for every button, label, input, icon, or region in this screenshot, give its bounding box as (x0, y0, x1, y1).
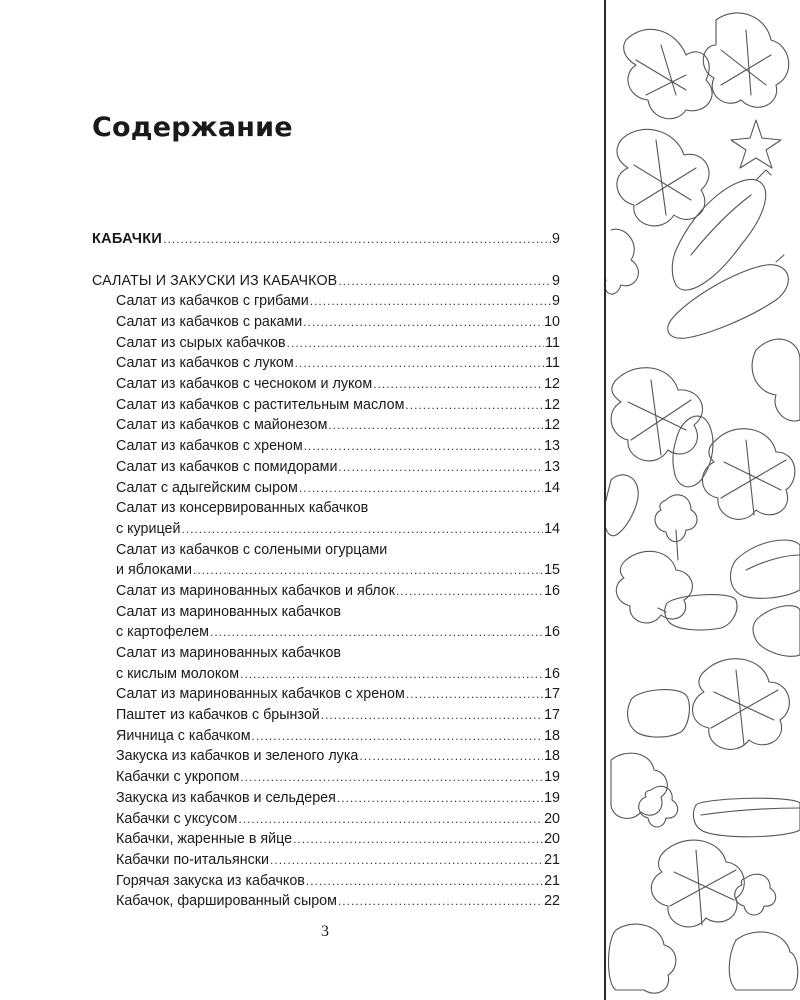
toc-entry-page: 15 (544, 562, 560, 579)
dot-leader (339, 457, 544, 478)
toc-entry[interactable] (92, 809, 560, 830)
toc-entry-title: Закуска из кабачков и сельдерея (116, 789, 336, 806)
toc-entry[interactable] (92, 747, 560, 768)
toc-entry[interactable] (92, 829, 560, 850)
toc-entries (92, 291, 560, 912)
toc-entry-title-line: Салат из кабачков с солеными огурцами (116, 541, 388, 558)
toc-entry-title-line: Салат из маринованных кабачков (116, 603, 342, 620)
toc-entry-title: и яблоками (116, 562, 193, 579)
table-of-contents (92, 229, 560, 912)
toc-entry-page: 20 (544, 810, 560, 827)
zucchini-icon (628, 690, 690, 738)
zucchini-icon (668, 255, 789, 338)
toc-entry[interactable] (92, 850, 560, 871)
toc-entry-page: 17 (544, 707, 560, 724)
toc-entry-title: Салат из кабачков с чесноком и луком (116, 376, 373, 393)
toc-entry-title: с кислым молоком (116, 665, 240, 682)
toc-entry-title: Салат из кабачков с хреном (116, 438, 303, 455)
toc-entry[interactable] (92, 767, 560, 788)
zucchini-leaf-icon (703, 13, 788, 107)
toc-entry[interactable] (92, 705, 560, 726)
dot-leader (181, 519, 543, 540)
toc-entry-title: Кабачок, фаршированный сыром (116, 893, 337, 910)
toc-entry[interactable] (92, 291, 560, 312)
dot-leader (405, 395, 543, 416)
zucchini-flower-icon (639, 786, 678, 827)
toc-entry-title: Салат с адыгейским сыром (116, 479, 298, 496)
zucchini-leaf-icon (611, 368, 702, 461)
dot-leader (396, 581, 543, 602)
dot-leader (338, 891, 543, 912)
zucchini-icon (753, 606, 800, 657)
toc-entry-title: Кабачки с уксусом (116, 810, 238, 827)
zucchini-flower-icon (606, 229, 638, 294)
toc-entry-page: 17 (544, 686, 560, 703)
toc-entry-title: Паштет из кабачков с брынзой (116, 707, 320, 724)
toc-entry-title: Салат из кабачков с майонезом (116, 417, 328, 434)
toc-entry-title: Закуска из кабачков и зеленого лука (116, 748, 359, 765)
zucchini-leaf-icon (651, 840, 744, 927)
toc-entry-title: с картофелем (116, 624, 209, 641)
dot-leader (306, 871, 543, 892)
toc-entry-title: Кабачки с укропом (116, 769, 240, 786)
dot-leader (338, 271, 551, 292)
toc-entry[interactable] (92, 457, 560, 478)
dot-leader (240, 664, 543, 685)
toc-entry-title: Яичница с кабачком (116, 727, 251, 744)
toc-entry-page: 12 (544, 376, 560, 393)
dot-leader (287, 333, 545, 354)
toc-category[interactable] (92, 271, 560, 292)
dot-leader (293, 829, 543, 850)
toc-entry[interactable] (92, 519, 560, 540)
toc-entry[interactable] (92, 726, 560, 747)
dot-leader (359, 746, 543, 767)
dot-leader (328, 415, 543, 436)
toc-entry-title: Кабачки по-итальянски (116, 851, 270, 868)
toc-entry-page: 21 (544, 872, 560, 889)
toc-entry-page: 14 (544, 520, 560, 537)
toc-entry-page: 14 (544, 479, 560, 496)
toc-entry[interactable] (92, 416, 560, 437)
zucchini-leaf-icon (609, 924, 676, 993)
dot-leader (310, 291, 551, 312)
toc-entry[interactable] (92, 788, 560, 809)
toc-entry-page: 21 (544, 851, 560, 868)
toc-entry-title: Горячая закуска из кабачков (116, 872, 305, 889)
toc-entry-page: 16 (544, 624, 560, 641)
toc-entry-title-line: Салат из маринованных кабачков (116, 645, 342, 662)
dot-leader (252, 726, 544, 747)
toc-entry-title: Салат из кабачков с растительным маслом (116, 396, 405, 413)
dot-leader (373, 374, 543, 395)
toc-entry-title-line: Салат из консервированных кабачков (116, 500, 369, 517)
dot-leader (304, 436, 543, 457)
toc-entry-title: с курицей (116, 520, 181, 537)
zucchini-leaf-icon (702, 429, 794, 520)
toc-entry-page: 16 (544, 665, 560, 682)
toc-entry-page: 13 (544, 438, 560, 455)
toc-entry-title: Салат из маринованных кабачков и яблок (116, 582, 395, 599)
zucchini-leaf-icon (729, 932, 798, 990)
zucchini-icon (731, 540, 800, 598)
toc-category-page: 9 (552, 272, 560, 289)
toc-entry-title: Салат из маринованных кабачков с хреном (116, 686, 405, 703)
toc-entry[interactable] (92, 353, 560, 374)
toc-entry[interactable] (92, 312, 560, 333)
toc-entry[interactable] (92, 395, 560, 416)
dot-leader (321, 705, 543, 726)
toc-category-title: САЛАТЫ И ЗАКУСКИ ИЗ КАБАЧКОВ (92, 272, 338, 289)
dot-leader (270, 850, 543, 871)
zucchini-icon (658, 595, 737, 630)
toc-section-title: КАБАЧКИ (92, 230, 163, 247)
toc-entry-page: 20 (544, 831, 560, 848)
dot-leader (299, 478, 543, 499)
starfish-icon (731, 120, 781, 168)
toc-entry[interactable] (92, 871, 560, 892)
toc-entry[interactable] (92, 581, 560, 602)
dot-leader (240, 767, 543, 788)
toc-entry-page: 9 (552, 293, 560, 310)
toc-entry-page: 18 (544, 727, 560, 744)
toc-entry-page: 19 (544, 769, 560, 786)
dot-leader (406, 684, 543, 705)
dot-leader (337, 788, 543, 809)
toc-entry-page: 11 (545, 334, 560, 351)
toc-entry[interactable] (92, 684, 560, 705)
toc-entry-page: 12 (544, 417, 560, 434)
toc-entry-page: 11 (545, 355, 560, 372)
toc-entry-page: 18 (544, 748, 560, 765)
toc-entry[interactable] (92, 436, 560, 457)
page-title: Содержание (92, 112, 293, 143)
dot-leader (163, 229, 551, 250)
toc-entry-page: 10 (544, 314, 560, 331)
dot-leader (193, 560, 543, 581)
toc-entry-title: Кабачки, жаренные в яйце (116, 831, 293, 848)
toc-entry-title: Салат из кабачков с помидорами (116, 458, 338, 475)
toc-entry[interactable] (92, 891, 560, 912)
zucchini-flower-icon (655, 495, 697, 560)
toc-entry[interactable] (92, 560, 560, 581)
zucchini-leaf-icon (624, 29, 712, 118)
page-number: 3 (321, 923, 329, 940)
zucchini-leaf-icon (693, 659, 790, 750)
toc-entry-title: Салат из кабачков с грибами (116, 293, 309, 310)
zucchini-icon (606, 475, 638, 536)
toc-entry[interactable] (92, 664, 560, 685)
toc-entry-page: 12 (544, 396, 560, 413)
dot-leader (295, 353, 544, 374)
dot-leader (238, 809, 543, 830)
toc-entry-title: Салат из кабачков с луком (116, 355, 294, 372)
decorative-illustration (606, 0, 800, 1000)
toc-section[interactable] (92, 229, 560, 250)
zucchini-icon (693, 798, 800, 837)
dot-leader (303, 312, 543, 333)
toc-entry[interactable] (92, 374, 560, 395)
toc-entry[interactable] (92, 333, 560, 354)
toc-entry-title: Салат из кабачков с раками (116, 314, 303, 331)
toc-entry-page: 19 (544, 789, 560, 806)
toc-entry[interactable] (92, 622, 560, 643)
zucchini-icon (672, 170, 771, 290)
zucchini-leaf-icon (617, 129, 709, 226)
dot-leader (210, 622, 543, 643)
zucchini-leaf-icon (752, 339, 800, 421)
toc-entry-page: 13 (544, 458, 560, 475)
toc-section-page: 9 (552, 230, 560, 247)
toc-entry[interactable] (92, 478, 560, 499)
toc-entry-page: 16 (544, 582, 560, 599)
zucchini-leaf-icon (616, 551, 692, 623)
toc-entry-title: Салат из сырых кабачков (116, 334, 286, 351)
toc-entry-page: 22 (544, 893, 560, 910)
